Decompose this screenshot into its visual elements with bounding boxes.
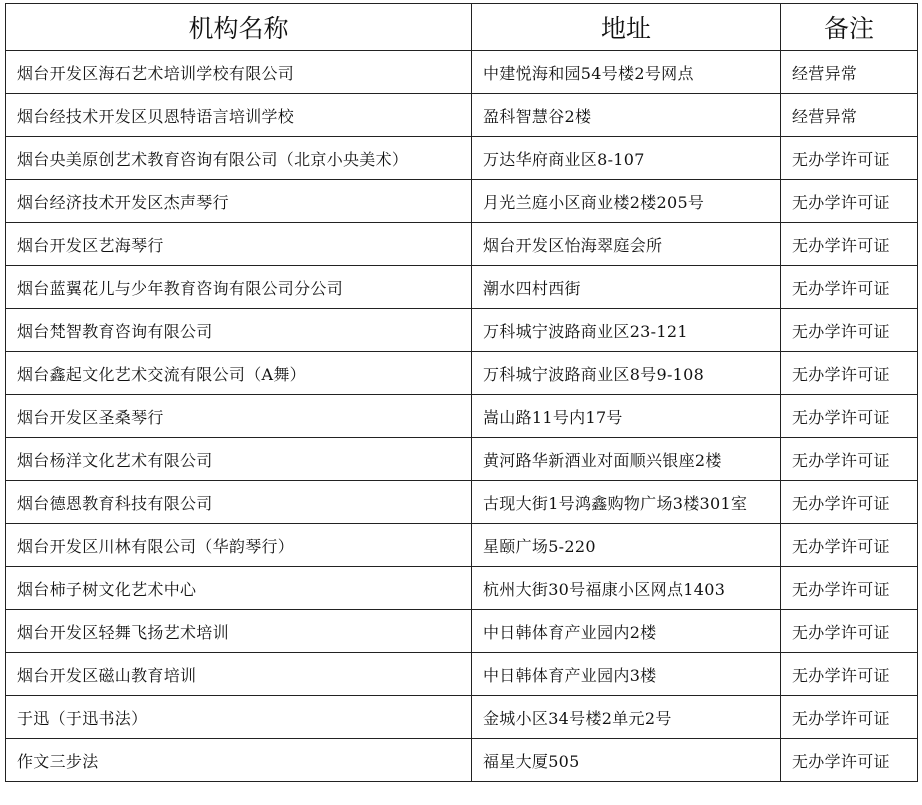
cell-remarks: 无办学许可证 — [781, 309, 918, 352]
cell-institution-name: 烟台开发区海石艺术培训学校有限公司 — [6, 51, 472, 94]
cell-address: 福星大厦505 — [472, 739, 781, 782]
cell-address: 黄河路华新酒业对面顺兴银座2楼 — [472, 438, 781, 481]
table-header — [6, 4, 918, 51]
cell-address: 烟台开发区怡海翠庭会所 — [472, 223, 781, 266]
cell-remarks: 无办学许可证 — [781, 395, 918, 438]
cell-remarks: 无办学许可证 — [781, 438, 918, 481]
cell-institution-name: 烟台德恩教育科技有限公司 — [6, 481, 472, 524]
cell-institution-name: 烟台开发区圣桑琴行 — [6, 395, 472, 438]
cell-remarks: 无办学许可证 — [781, 137, 918, 180]
table-row — [6, 567, 918, 610]
cell-remarks: 无办学许可证 — [781, 610, 918, 653]
cell-institution-name: 烟台央美原创艺术教育咨询有限公司（北京小央美术） — [6, 137, 472, 180]
table-row — [6, 94, 918, 137]
cell-institution-name: 烟台鑫起文化艺术交流有限公司（A舞） — [6, 352, 472, 395]
cell-address: 金城小区34号楼2单元2号 — [472, 696, 781, 739]
cell-address: 杭州大街30号福康小区网点1403 — [472, 567, 781, 610]
cell-institution-name: 烟台梵智教育咨询有限公司 — [6, 309, 472, 352]
cell-remarks: 无办学许可证 — [781, 524, 918, 567]
cell-address: 万科城宁波路商业区23-121 — [472, 309, 781, 352]
cell-address: 盈科智慧谷2楼 — [472, 94, 781, 137]
table-row — [6, 481, 918, 524]
table-row — [6, 739, 918, 782]
cell-remarks: 无办学许可证 — [781, 567, 918, 610]
cell-remarks: 无办学许可证 — [781, 352, 918, 395]
table-row — [6, 223, 918, 266]
cell-institution-name: 烟台开发区轻舞飞扬艺术培训 — [6, 610, 472, 653]
cell-institution-name: 烟台柿子树文化艺术中心 — [6, 567, 472, 610]
cell-institution-name: 烟台杨洋文化艺术有限公司 — [6, 438, 472, 481]
cell-address: 古现大街1号鸿鑫购物广场3楼301室 — [472, 481, 781, 524]
cell-remarks: 经营异常 — [781, 51, 918, 94]
cell-remarks: 无办学许可证 — [781, 739, 918, 782]
cell-remarks: 无办学许可证 — [781, 696, 918, 739]
cell-institution-name: 烟台开发区艺海琴行 — [6, 223, 472, 266]
header-remarks: 备注 — [781, 4, 918, 51]
cell-remarks: 无办学许可证 — [781, 223, 918, 266]
table-row — [6, 352, 918, 395]
table-row — [6, 51, 918, 94]
cell-institution-name: 烟台开发区川林有限公司（华韵琴行） — [6, 524, 472, 567]
cell-institution-name: 于迅（于迅书法） — [6, 696, 472, 739]
cell-address: 中日韩体育产业园内3楼 — [472, 653, 781, 696]
cell-remarks: 无办学许可证 — [781, 653, 918, 696]
table-row — [6, 610, 918, 653]
cell-address: 中建悦海和园54号楼2号网点 — [472, 51, 781, 94]
cell-institution-name: 作文三步法 — [6, 739, 472, 782]
header-address: 地址 — [472, 4, 781, 51]
cell-remarks: 无办学许可证 — [781, 266, 918, 309]
cell-remarks: 无办学许可证 — [781, 481, 918, 524]
table-row — [6, 395, 918, 438]
cell-address: 万科城宁波路商业区8号9-108 — [472, 352, 781, 395]
cell-remarks: 经营异常 — [781, 94, 918, 137]
cell-institution-name: 烟台经技术开发区贝恩特语言培训学校 — [6, 94, 472, 137]
cell-address: 嵩山路11号内17号 — [472, 395, 781, 438]
table-row — [6, 266, 918, 309]
table-row — [6, 653, 918, 696]
table-row — [6, 137, 918, 180]
institution-table — [5, 3, 918, 782]
cell-address: 星颐广场5-220 — [472, 524, 781, 567]
table-row — [6, 438, 918, 481]
header-institution-name: 机构名称 — [6, 4, 472, 51]
cell-institution-name: 烟台蓝翼花儿与少年教育咨询有限公司分公司 — [6, 266, 472, 309]
cell-remarks: 无办学许可证 — [781, 180, 918, 223]
header-row — [6, 4, 918, 51]
table-row — [6, 524, 918, 567]
institution-table-container — [5, 3, 917, 782]
table-row — [6, 696, 918, 739]
cell-address: 月光兰庭小区商业楼2楼205号 — [472, 180, 781, 223]
cell-address: 万达华府商业区8-107 — [472, 137, 781, 180]
cell-address: 潮水四村西街 — [472, 266, 781, 309]
table-row — [6, 180, 918, 223]
table-row — [6, 309, 918, 352]
cell-institution-name: 烟台开发区磁山教育培训 — [6, 653, 472, 696]
table-body — [6, 51, 918, 782]
cell-address: 中日韩体育产业园内2楼 — [472, 610, 781, 653]
cell-institution-name: 烟台经济技术开发区杰声琴行 — [6, 180, 472, 223]
